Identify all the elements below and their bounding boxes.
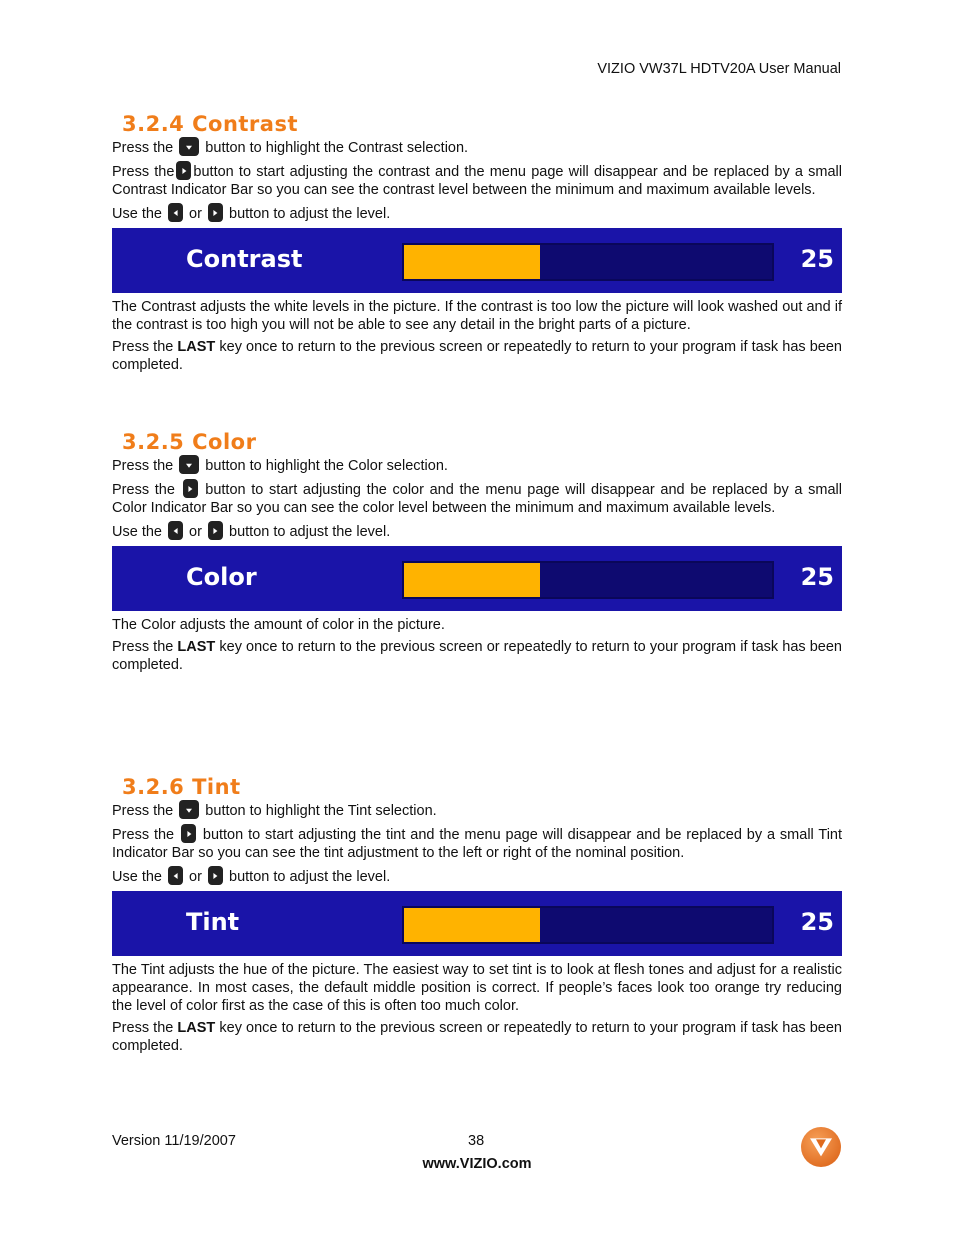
right-arrow-button-icon: [176, 161, 191, 180]
paragraph: Press the button to start adjusting the color and the menu page will disappear and be replaced by a small Color Indicator Bar so you can see the color level between the minimum and maximum available levels.: [112, 479, 842, 517]
osd-value: 25: [800, 245, 834, 273]
osd-level-fill: [404, 245, 540, 279]
osd-level-track: [402, 243, 774, 281]
down-arrow-button-icon: [179, 800, 199, 819]
paragraph: The Tint adjusts the hue of the picture. The easiest way to set tint is to look at flesh tones and adjust for a realistic appearance. In most cases, the default middle position is correct. If people’s faces look too orange try reducing the level of color first as the case of this is often too much color.: [112, 962, 842, 1014]
section-heading: 3.2.6 Tint: [122, 775, 241, 799]
osd-level-track: [402, 906, 774, 944]
section-color: [112, 429, 842, 674]
paragraph: Press the button to start adjusting the contrast and the menu page will disappear and be replaced by a small Contrast Indicator Bar so you can see the contrast level between the minimum and maximum available levels.: [112, 161, 842, 199]
paragraph: The Contrast adjusts the white levels in the picture. If the contrast is too low the picture will look washed out and if the contrast is too high you will not be able to see any detail in the bright parts of a picture.: [112, 299, 842, 333]
osd-level-fill: [404, 908, 540, 942]
paragraph: Press the LAST key once to return to the previous screen or repeatedly to return to your program if task has been completed.: [112, 639, 843, 673]
right-arrow-button-icon: [183, 479, 198, 498]
left-arrow-button-icon: [168, 521, 183, 540]
paragraph: Press the LAST key once to return to the previous screen or repeatedly to return to your program if task has been completed.: [112, 1020, 843, 1054]
right-arrow-button-icon: [208, 866, 223, 885]
osd-level-fill: [404, 563, 540, 597]
section-contrast: [112, 111, 842, 374]
right-arrow-button-icon: [181, 824, 196, 843]
section-heading: 3.2.4 Contrast: [122, 112, 298, 136]
right-arrow-button-icon: [208, 521, 223, 540]
paragraph: Press the button to start adjusting the tint and the menu page will disappear and be replaced by a small Tint Indicator Bar so you can see the tint adjustment to the left or right of the nominal position.: [112, 824, 842, 862]
paragraph: Use the or button to adjust the level.: [112, 866, 842, 886]
section-heading: 3.2.5 Color: [122, 430, 257, 454]
osd-label: Contrast: [186, 245, 303, 273]
vizio-logo-icon: [801, 1127, 841, 1167]
osd-value: 25: [800, 563, 834, 591]
footer-version: Version 11/19/2007: [112, 1133, 236, 1149]
contrast-indicator-bar: [112, 228, 842, 293]
paragraph: Press the button to highlight the Color selection.: [112, 455, 842, 475]
right-arrow-button-icon: [208, 203, 223, 222]
paragraph: Press the button to highlight the Contrast selection.: [112, 137, 842, 157]
paragraph: Use the or button to adjust the level.: [112, 203, 842, 223]
left-arrow-button-icon: [168, 203, 183, 222]
osd-label: Tint: [186, 908, 240, 936]
header-title: VIZIO VW37L HDTV20A User Manual: [597, 61, 841, 77]
section-tint: [112, 774, 842, 1055]
paragraph: Press the LAST key once to return to the previous screen or repeatedly to return to your program if task has been completed.: [112, 339, 843, 373]
tint-indicator-bar: [112, 891, 842, 956]
osd-level-track: [402, 561, 774, 599]
paragraph: Press the button to highlight the Tint selection.: [112, 800, 842, 820]
osd-label: Color: [186, 563, 257, 591]
left-arrow-button-icon: [168, 866, 183, 885]
page-number: 38: [468, 1133, 485, 1149]
down-arrow-button-icon: [179, 455, 199, 474]
color-indicator-bar: [112, 546, 842, 611]
paragraph: The Color adjusts the amount of color in the picture.: [112, 617, 445, 633]
osd-value: 25: [800, 908, 834, 936]
paragraph: Use the or button to adjust the level.: [112, 521, 842, 541]
down-arrow-button-icon: [179, 137, 199, 156]
footer-url: www.VIZIO.com: [422, 1156, 532, 1172]
